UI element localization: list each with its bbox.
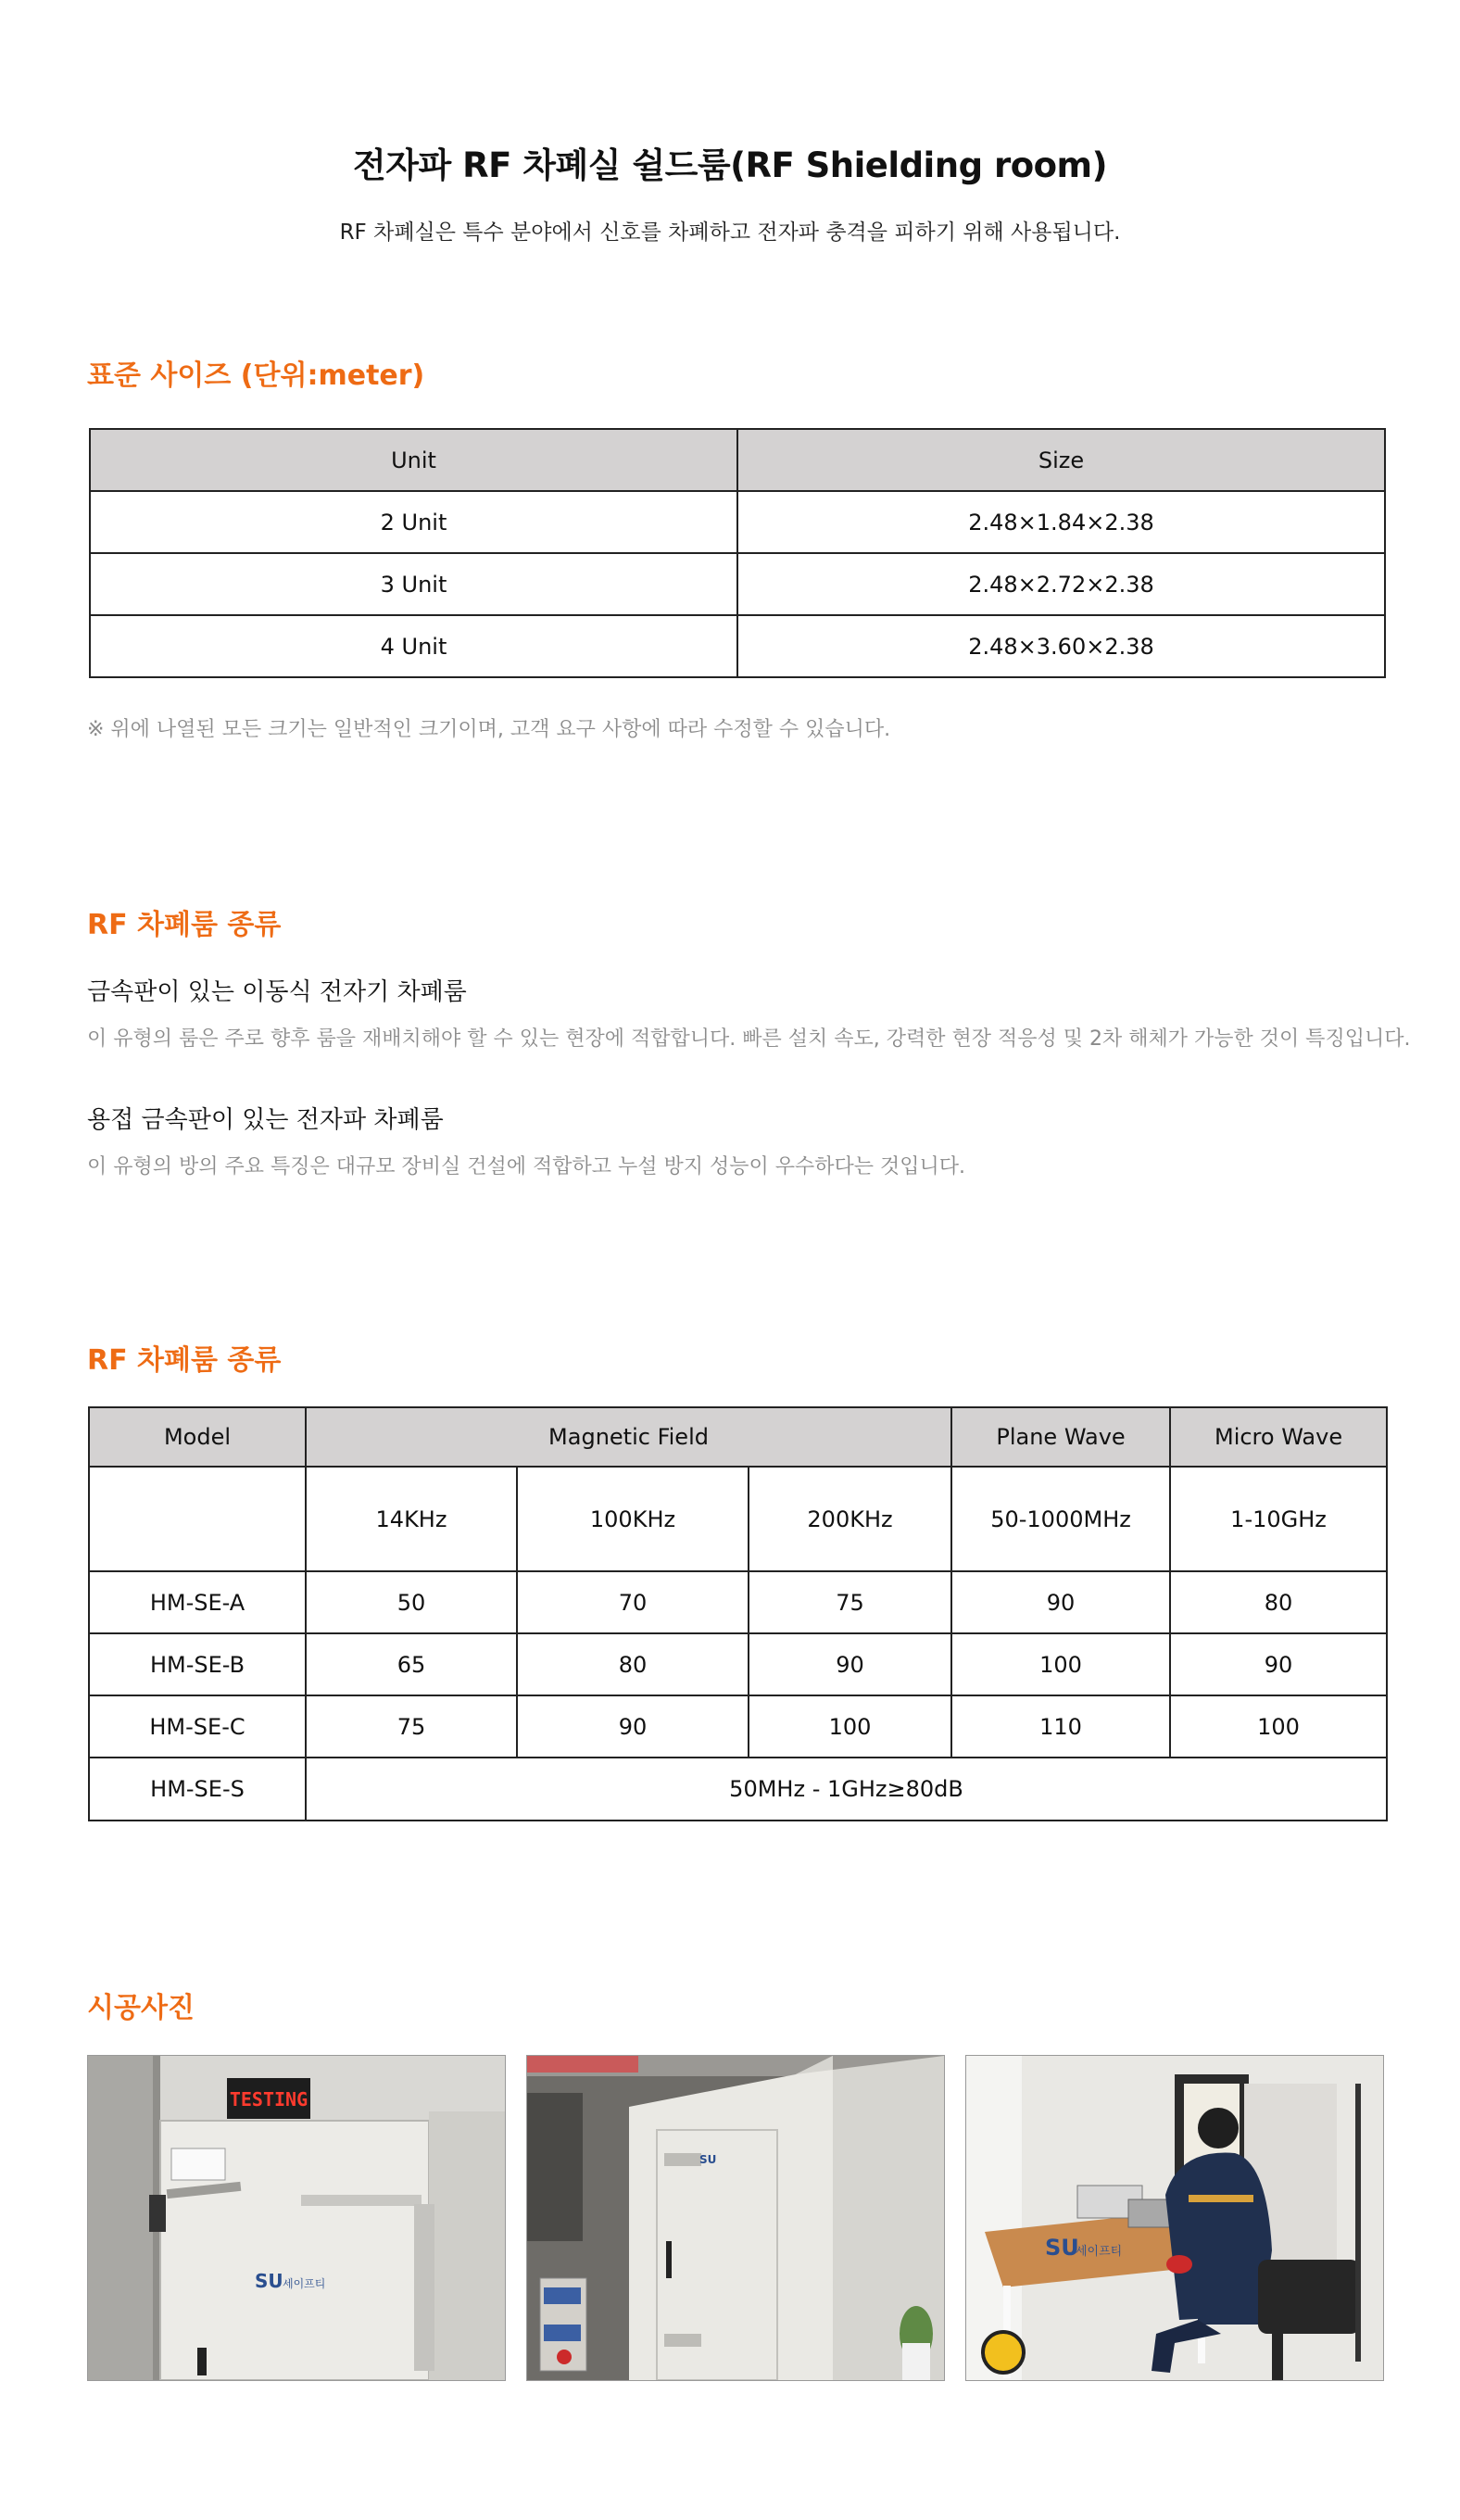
construction-photo-1: [87, 2055, 506, 2381]
table-row: [89, 1695, 1387, 1758]
rf-model-cell: HM-SE-A: [89, 1571, 306, 1633]
rf-value-cell: 75: [306, 1695, 517, 1758]
rf-spec-table: [88, 1406, 1388, 1821]
table-row: [89, 1758, 1387, 1821]
table-row: [90, 615, 1385, 677]
table-row: [90, 553, 1385, 615]
rf-table-title: RF 차폐룸 종류: [87, 1344, 282, 1377]
rf-value-cell: 90: [1170, 1633, 1387, 1695]
rf-freq-cell: 1-10GHz: [1170, 1467, 1387, 1571]
size-note: ※ 위에 나열된 모든 크기는 일반적인 크기이며, 고객 요구 사항에 따라 수정할 수 있습니다.: [87, 718, 891, 741]
rf-type-welded-desc: 이 유형의 방의 주요 특징은 대규모 장비실 건설에 적합하고 누설 방지 성능이 우수하다는 것입니다.: [87, 1155, 965, 1178]
rf-type-portable-title: 금속판이 있는 이동식 전자기 차폐룸: [87, 978, 467, 1006]
standard-size-table: [89, 428, 1386, 678]
photo1-brand-mark: SU: [255, 2270, 283, 2292]
rf-value-cell: 75: [749, 1571, 951, 1633]
size-unit-cell: 2 Unit: [90, 491, 737, 553]
size-value-cell: 2.48×1.84×2.38: [737, 491, 1385, 553]
rf-freq-cell: 50-1000MHz: [951, 1467, 1170, 1571]
rf-value-cell: 50: [306, 1571, 517, 1633]
photo1-brand-text: 세이프티: [283, 2277, 326, 2290]
size-unit-cell: 3 Unit: [90, 553, 737, 615]
page-title: 전자파 RF 차폐실 쉴드룸(RF Shielding room): [352, 145, 1108, 185]
photos-title: 시공사진: [87, 1992, 195, 2024]
rf-header-micro-wave: Micro Wave: [1170, 1407, 1387, 1467]
rf-freq-cell: 200KHz: [749, 1467, 951, 1571]
rf-type-portable-desc: 이 유형의 룸은 주로 향후 룸을 재배치해야 할 수 있는 현장에 적합합니다. 빠른 설치 속도, 강력한 현장 적응성 및 2차 해체가 가능한 것이 특징입니다.: [87, 1027, 1411, 1051]
size-unit-cell: 4 Unit: [90, 615, 737, 677]
rf-value-cell: 100: [1170, 1695, 1387, 1758]
photo2-brand-mark: SU: [699, 2153, 717, 2166]
testing-sign-text: TESTING: [229, 2088, 308, 2110]
standard-size-title: 표준 사이즈 (단위:meter): [87, 359, 425, 392]
rf-value-cell: 110: [951, 1695, 1170, 1758]
rf-freq-empty-cell: [89, 1467, 306, 1571]
page-subtitle: RF 차폐실은 특수 분야에서 신호를 차폐하고 전자파 충격을 피하기 위해 사용됩니다.: [339, 220, 1121, 245]
size-value-cell: 2.48×3.60×2.38: [737, 615, 1385, 677]
photo3-brand-text: 세이프티: [1076, 2245, 1123, 2259]
rf-value-cell: 100: [951, 1633, 1170, 1695]
rf-value-cell: 70: [517, 1571, 749, 1633]
rf-value-cell: 80: [1170, 1571, 1387, 1633]
rf-value-cell: 65: [306, 1633, 517, 1695]
rf-header-model: Model: [89, 1407, 306, 1467]
rf-types-title: RF 차폐룸 종류: [87, 909, 282, 941]
rf-model-cell: HM-SE-S: [89, 1758, 306, 1821]
table-row: [90, 491, 1385, 553]
rf-value-cell: 90: [749, 1633, 951, 1695]
size-table-header-unit: Unit: [90, 429, 737, 491]
rf-freq-cell: 100KHz: [517, 1467, 749, 1571]
rf-freq-cell: 14KHz: [306, 1467, 517, 1571]
rf-value-cell: 100: [749, 1695, 951, 1758]
rf-value-cell: 90: [951, 1571, 1170, 1633]
rf-header-magnetic-field: Magnetic Field: [306, 1407, 951, 1467]
table-row: [89, 1633, 1387, 1695]
rf-type-welded-title: 용접 금속판이 있는 전자파 차폐룸: [87, 1106, 444, 1134]
rf-summary-cell: 50MHz - 1GHz≥80dB: [306, 1758, 1387, 1821]
photo3-brand-mark: SU: [1045, 2235, 1079, 2261]
size-table-header-size: Size: [737, 429, 1385, 491]
rf-model-cell: HM-SE-B: [89, 1633, 306, 1695]
table-row: [89, 1467, 1387, 1571]
rf-model-cell: HM-SE-C: [89, 1695, 306, 1758]
size-value-cell: 2.48×2.72×2.38: [737, 553, 1385, 615]
construction-photo-2: [526, 2055, 945, 2381]
construction-photo-3: [965, 2055, 1384, 2381]
rf-header-plane-wave: Plane Wave: [951, 1407, 1170, 1467]
table-row: [89, 1571, 1387, 1633]
rf-value-cell: 80: [517, 1633, 749, 1695]
rf-value-cell: 90: [517, 1695, 749, 1758]
